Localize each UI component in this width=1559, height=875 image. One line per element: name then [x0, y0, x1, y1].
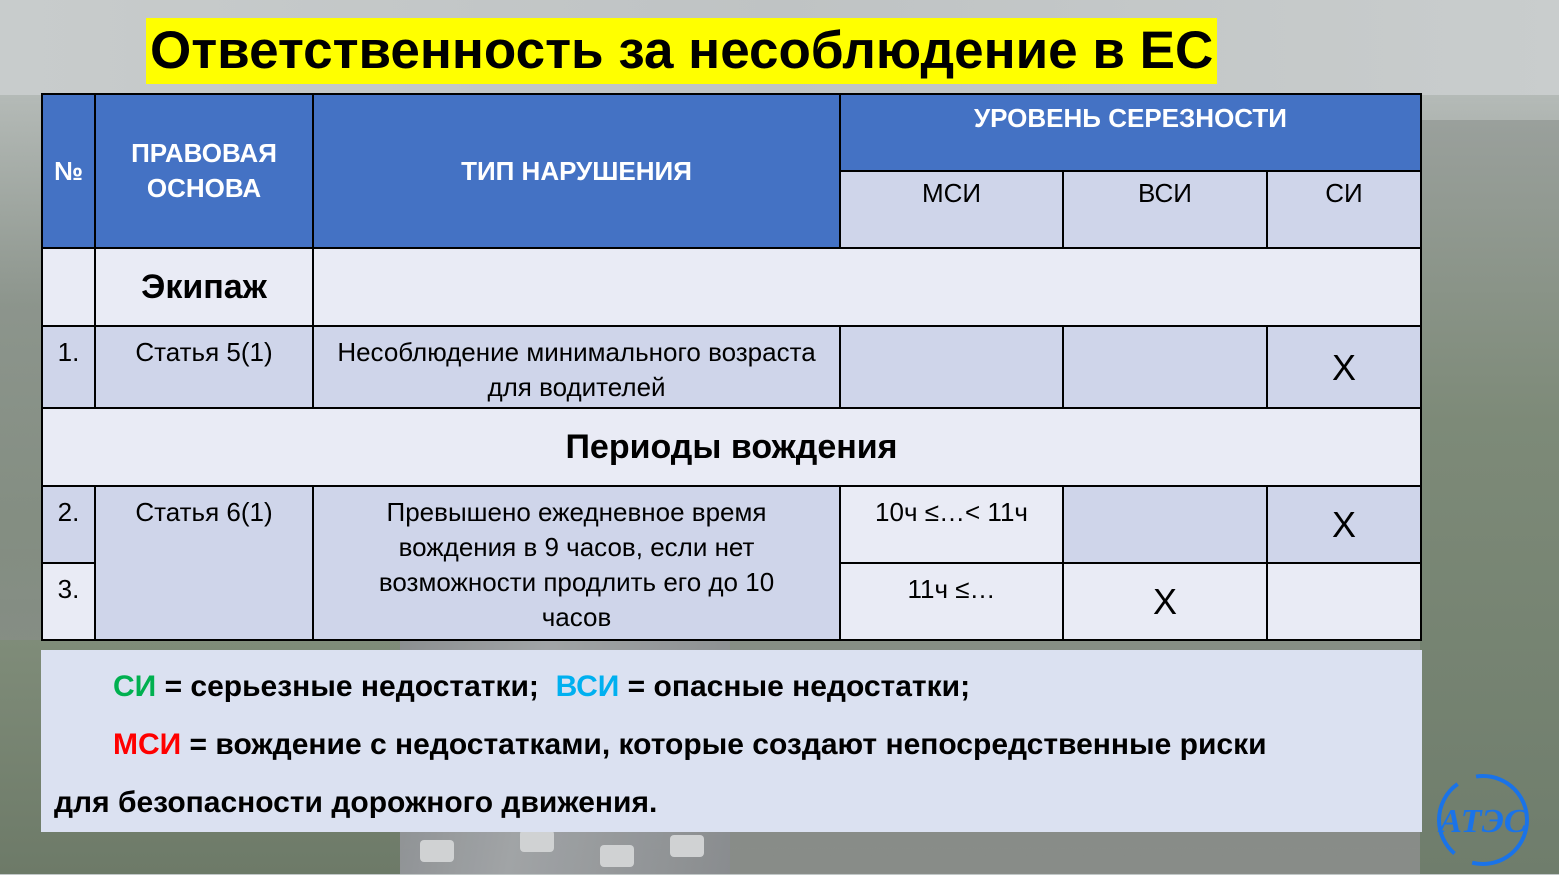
row-msi: 10ч ≤…< 11ч [840, 486, 1063, 563]
section-driving-periods-title: Периоды вождения [42, 408, 1421, 486]
legend-line-3: для безопасности дорожного движения. [54, 786, 658, 819]
header-severity: УРОВЕНЬ СЕРЕЗНОСТИ [840, 94, 1421, 171]
row-num: 3. [42, 563, 95, 640]
row-num: 1. [42, 326, 95, 408]
row-msi [840, 326, 1063, 408]
background-trees-right [1420, 120, 1559, 874]
row-num: 2. [42, 486, 95, 563]
background-car [670, 835, 704, 857]
row-violation: Превышено ежедневное время вождения в 9 часов, если нет возможности продлить его до 10 часов [313, 486, 840, 640]
row-vsi: X [1063, 563, 1267, 640]
legend-box [41, 650, 1422, 832]
ateс-logo [1408, 770, 1558, 870]
section-crew-title: Экипаж [95, 248, 313, 326]
row-si [1267, 563, 1421, 640]
legend-si-text: = серьезные недостатки; [156, 670, 539, 703]
legend-msi-abbr: МСИ [113, 728, 182, 761]
row-legal-basis: Статья 5(1) [95, 326, 313, 408]
background-car [600, 845, 634, 867]
background-car [520, 830, 554, 852]
table-row [42, 326, 1421, 408]
legend-msi-text: = вождение с недостатками, которые создают непосредственные риски [181, 728, 1267, 761]
slide-title: Ответственность за несоблюдение в ЕС [146, 18, 1217, 84]
header-vsi: ВСИ [1063, 171, 1267, 248]
legend-si-abbr: СИ [113, 670, 157, 703]
section-crew-empty [313, 248, 1421, 326]
row-si: X [1267, 326, 1421, 408]
background-car [420, 840, 454, 862]
header-violation-type: ТИП НАРУШЕНИЯ [313, 94, 840, 248]
logo-icon [1408, 770, 1558, 870]
row-msi: 11ч ≤… [840, 563, 1063, 640]
legend-vsi-abbr: ВСИ [555, 670, 620, 703]
table-row [42, 486, 1421, 563]
legend-line-1 [113, 670, 970, 704]
logo-text: АТЭС [1439, 803, 1527, 840]
row-vsi [1063, 326, 1267, 408]
header-si: СИ [1267, 171, 1421, 248]
row-si: X [1267, 486, 1421, 563]
section-crew-num [42, 248, 95, 326]
row-vsi [1063, 486, 1267, 563]
legend-vsi-text: = опасные недостатки; [619, 670, 971, 703]
compliance-table [41, 93, 1422, 641]
header-msi: МСИ [840, 171, 1063, 248]
header-num: № [42, 94, 95, 248]
header-legal-basis: ПРАВОВАЯ ОСНОВА [95, 94, 313, 248]
row-violation: Несоблюдение минимального возраста для водителей [313, 326, 840, 408]
legend-line-2 [113, 728, 1267, 762]
row-legal-basis: Статья 6(1) [95, 486, 313, 640]
